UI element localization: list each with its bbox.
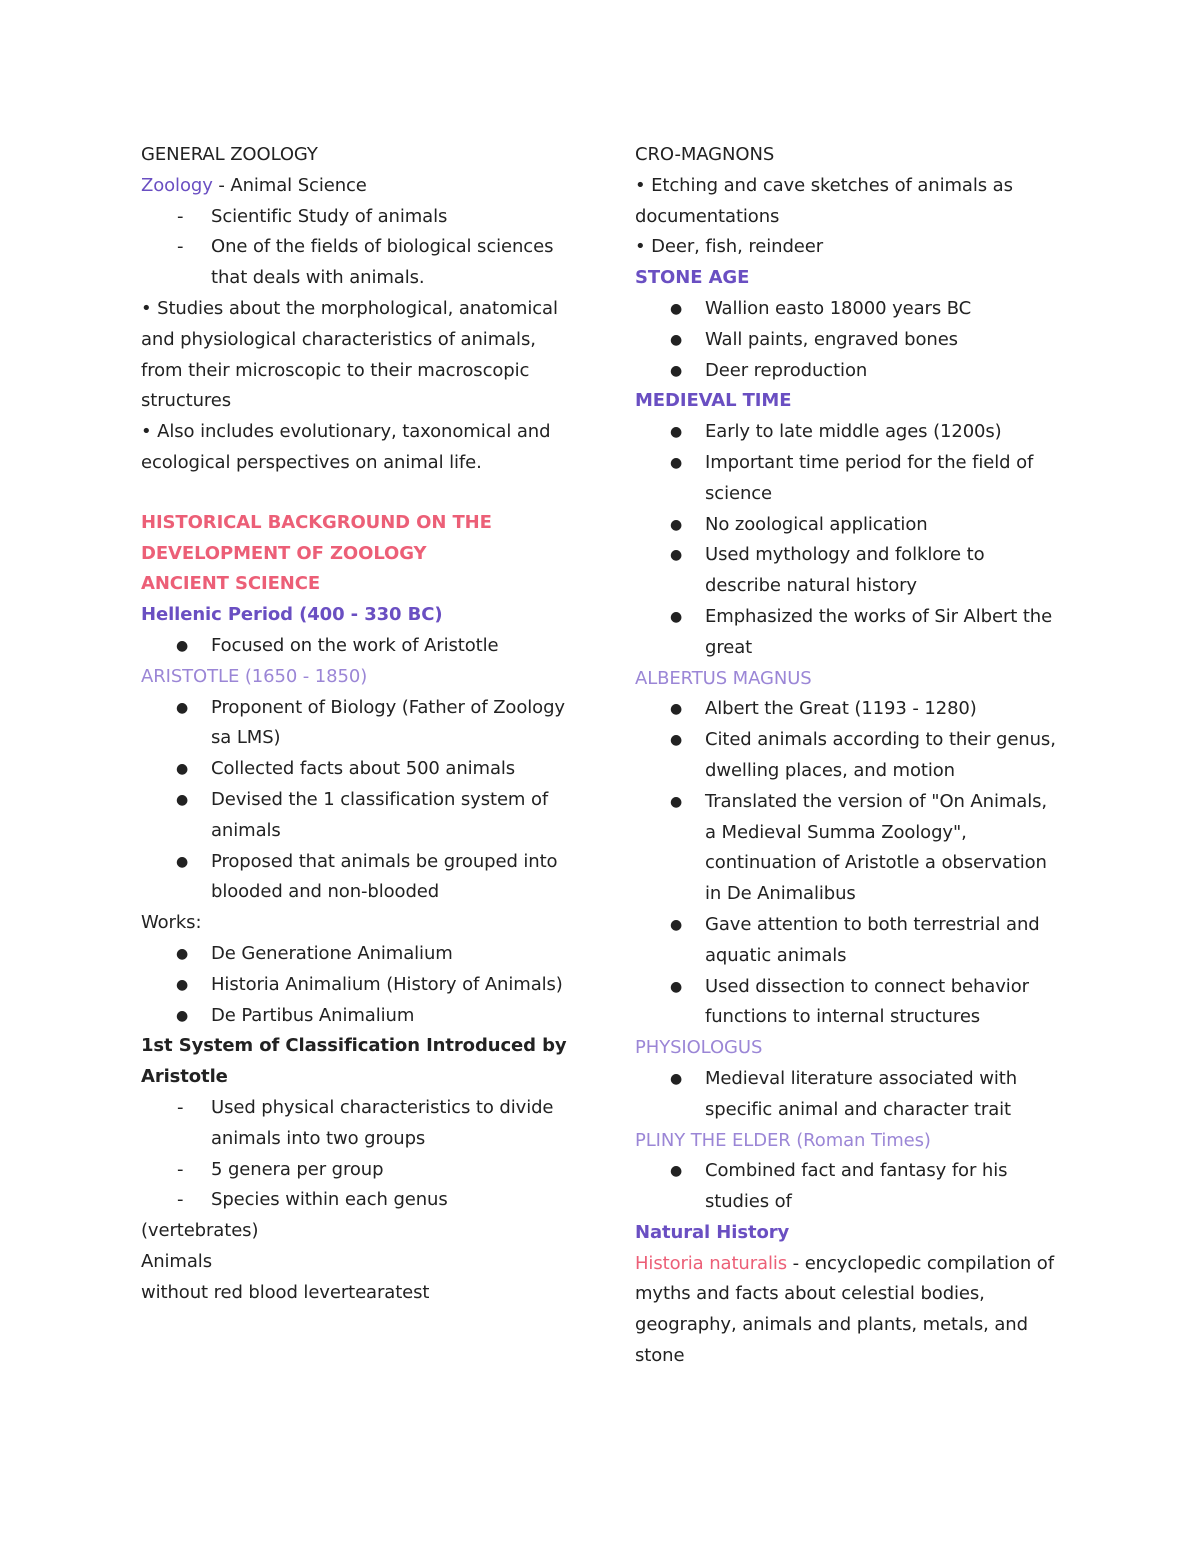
bullet-icon: ● xyxy=(176,976,189,993)
list-item xyxy=(141,785,581,847)
bullet-icon: ● xyxy=(670,608,683,625)
list-item xyxy=(635,972,1065,1034)
definition: - encyclopedic compilation of xyxy=(787,1252,1054,1274)
term: Historia naturalis xyxy=(635,1252,788,1274)
bullet-icon: ● xyxy=(670,732,683,749)
list-item xyxy=(141,1155,581,1186)
list-item xyxy=(141,1185,581,1216)
paragraph-line: • Etching and cave sketches of animals as xyxy=(635,174,1013,196)
list-item xyxy=(141,631,581,662)
list-item xyxy=(141,754,581,785)
bullet-icon: ● xyxy=(176,853,189,870)
list-item-text: Wall paints, engraved bones xyxy=(705,328,958,350)
list-item xyxy=(635,725,1065,787)
list-item xyxy=(635,1064,1065,1126)
bullet-icon: ● xyxy=(176,791,189,808)
list-item-text: Cited animals according to their genus, xyxy=(705,729,1056,751)
section-heading: Natural History xyxy=(635,1221,790,1243)
list-item xyxy=(635,602,1065,664)
list-item-text: Medieval literature associated with xyxy=(705,1067,1018,1089)
list-item-text: Species within each genus xyxy=(211,1189,448,1211)
list-item-text: continuation of Aristotle a observation xyxy=(705,852,1047,874)
historia-definition xyxy=(635,1249,1065,1280)
section-heading: Hellenic Period (400 - 330 BC) xyxy=(141,604,443,626)
paragraph-line: without red blood levertearatest xyxy=(141,1281,430,1303)
list-item-text: Important time period for the field of xyxy=(705,451,1034,473)
list-item-text: describe natural history xyxy=(705,575,917,597)
dash-bullet-icon: - xyxy=(177,1158,184,1180)
paragraph-line: myths and facts about celestial bodies, xyxy=(635,1283,985,1305)
list-item-text: science xyxy=(705,482,773,504)
section-heading: ARISTOTLE (1650 - 1850) xyxy=(141,665,368,687)
right-column xyxy=(635,140,1065,1372)
bullet-icon: ● xyxy=(670,362,683,379)
section-heading: HISTORICAL BACKGROUND ON THE xyxy=(141,511,492,533)
list-item-text: Collected facts about 500 animals xyxy=(211,758,516,780)
list-item-text: studies of xyxy=(705,1191,792,1213)
zoology-definition xyxy=(141,171,581,202)
works-label: Works: xyxy=(141,912,202,934)
list-item xyxy=(635,356,1065,387)
list-item xyxy=(141,970,581,1001)
list-item-text: Scientific Study of animals xyxy=(211,205,448,227)
section-heading: MEDIEVAL TIME xyxy=(635,390,792,412)
dash-bullet-icon: - xyxy=(177,1096,184,1118)
list-item-text: Proponent of Biology (Father of Zoology xyxy=(211,696,565,718)
list-item xyxy=(635,448,1065,510)
list-item xyxy=(635,294,1065,325)
list-item-text: De Partibus Animalium xyxy=(211,1004,415,1026)
bullet-icon: ● xyxy=(670,454,683,471)
list-item-text: Gave attention to both terrestrial and xyxy=(705,913,1040,935)
list-item xyxy=(141,939,581,970)
definition: - Animal Science xyxy=(212,174,367,196)
list-item xyxy=(635,540,1065,602)
list-item-text: Focused on the work of Aristotle xyxy=(211,634,499,656)
bullet-icon: ● xyxy=(670,701,683,718)
section-heading: ANCIENT SCIENCE xyxy=(141,573,321,595)
list-item xyxy=(635,417,1065,448)
bullet-icon: ● xyxy=(176,761,189,778)
paragraph-line: Animals xyxy=(141,1250,212,1272)
list-item-text: Used dissection to connect behavior xyxy=(705,975,1029,997)
list-item-text: Wallion easto 18000 years BC xyxy=(705,297,972,319)
bullet-icon: ● xyxy=(670,331,683,348)
section-heading: Aristotle xyxy=(141,1066,228,1088)
section-heading: 1st System of Classification Introduced by xyxy=(141,1035,567,1057)
term: Zoology xyxy=(141,174,213,196)
list-item-text: animals xyxy=(211,819,281,841)
list-item-text: functions to internal structures xyxy=(705,1006,981,1028)
list-item-text: 5 genera per group xyxy=(211,1158,384,1180)
list-item xyxy=(635,1156,1065,1218)
list-item-text: great xyxy=(705,636,753,658)
paragraph-line: structures xyxy=(141,390,232,412)
list-item-text: specific animal and character trait xyxy=(705,1098,1012,1120)
section-heading: ALBERTUS MAGNUS xyxy=(635,667,812,689)
list-item-text: a Medieval Summa Zoology", xyxy=(705,821,967,843)
bullet-icon: ● xyxy=(670,424,683,441)
list-item xyxy=(141,1001,581,1032)
list-item-text: Emphasized the works of Sir Albert the xyxy=(705,605,1053,627)
list-item-text: that deals with animals. xyxy=(211,267,425,289)
section-heading: PLINY THE ELDER (Roman Times) xyxy=(635,1129,931,1151)
bullet-icon: ● xyxy=(670,1163,683,1180)
section-heading: PHYSIOLOGUS xyxy=(635,1037,763,1059)
list-item xyxy=(141,202,581,233)
paragraph-line: (vertebrates) xyxy=(141,1220,259,1242)
paragraph-line: geography, animals and plants, metals, and xyxy=(635,1314,1028,1336)
list-item-text: Devised the 1 classification system of xyxy=(211,788,549,810)
bullet-icon: ● xyxy=(670,300,683,317)
section-heading: DEVELOPMENT OF ZOOLOGY xyxy=(141,542,427,564)
list-item-text: aquatic animals xyxy=(705,944,847,966)
list-item xyxy=(635,325,1065,356)
paragraph-line: stone xyxy=(635,1345,685,1367)
paragraph-line: • Also includes evolutionary, taxonomical and xyxy=(141,421,551,443)
list-item-text: Historia Animalium (History of Animals) xyxy=(211,973,563,995)
list-item xyxy=(635,787,1065,910)
paragraph-line: • Studies about the morphological, anatomical xyxy=(141,297,558,319)
left-column xyxy=(141,140,581,1308)
list-item-text: Translated the version of "On Animals, xyxy=(705,790,1048,812)
list-item-text: sa LMS) xyxy=(211,727,281,749)
page-title: GENERAL ZOOLOGY xyxy=(141,144,318,165)
bullet-icon: ● xyxy=(670,916,683,933)
list-item-text: De Generatione Animalium xyxy=(211,942,453,964)
spacer xyxy=(141,479,581,508)
bullet-icon: ● xyxy=(176,945,189,962)
list-item xyxy=(635,694,1065,725)
bullet-icon: ● xyxy=(176,637,189,654)
list-item-text: Early to late middle ages (1200s) xyxy=(705,421,1002,443)
list-item-text: One of the fields of biological sciences xyxy=(211,236,554,258)
list-item-text: Proposed that animals be grouped into xyxy=(211,850,558,872)
list-item-text: No zoological application xyxy=(705,513,928,535)
section-heading: CRO-MAGNONS xyxy=(635,144,775,165)
bullet-icon: ● xyxy=(176,1007,189,1024)
dash-bullet-icon: - xyxy=(177,205,184,227)
list-item-text: Combined fact and fantasy for his xyxy=(705,1160,1008,1182)
dash-bullet-icon: - xyxy=(177,236,184,258)
dash-bullet-icon: - xyxy=(177,1189,184,1211)
list-item-text: blooded and non-blooded xyxy=(211,881,440,903)
list-item xyxy=(141,847,581,909)
paragraph-line: ecological perspectives on animal life. xyxy=(141,451,482,473)
list-item-text: Deer reproduction xyxy=(705,359,868,381)
list-item-text: dwelling places, and motion xyxy=(705,759,955,781)
bullet-icon: ● xyxy=(670,1070,683,1087)
bullet-icon: ● xyxy=(670,547,683,564)
section-heading: STONE AGE xyxy=(635,267,750,289)
paragraph-line: and physiological characteristics of animals, xyxy=(141,328,536,350)
list-item-text: Used physical characteristics to divide xyxy=(211,1096,554,1118)
paragraph-line: documentations xyxy=(635,205,780,227)
list-item-text: Used mythology and folklore to xyxy=(705,544,985,566)
list-item-text: in De Animalibus xyxy=(705,883,856,905)
bullet-icon: ● xyxy=(670,793,683,810)
paragraph-line: from their microscopic to their macroscopic xyxy=(141,359,530,381)
paragraph-line: • Deer, fish, reindeer xyxy=(635,236,824,258)
list-item-text: animals into two groups xyxy=(211,1127,426,1149)
list-item xyxy=(635,510,1065,541)
bullet-icon: ● xyxy=(176,699,189,716)
bullet-icon: ● xyxy=(670,516,683,533)
list-item xyxy=(141,1093,581,1155)
list-item xyxy=(141,693,581,755)
list-item xyxy=(141,232,581,294)
bullet-icon: ● xyxy=(670,978,683,995)
list-item xyxy=(635,910,1065,972)
list-item-text: Albert the Great (1193 - 1280) xyxy=(705,698,977,720)
